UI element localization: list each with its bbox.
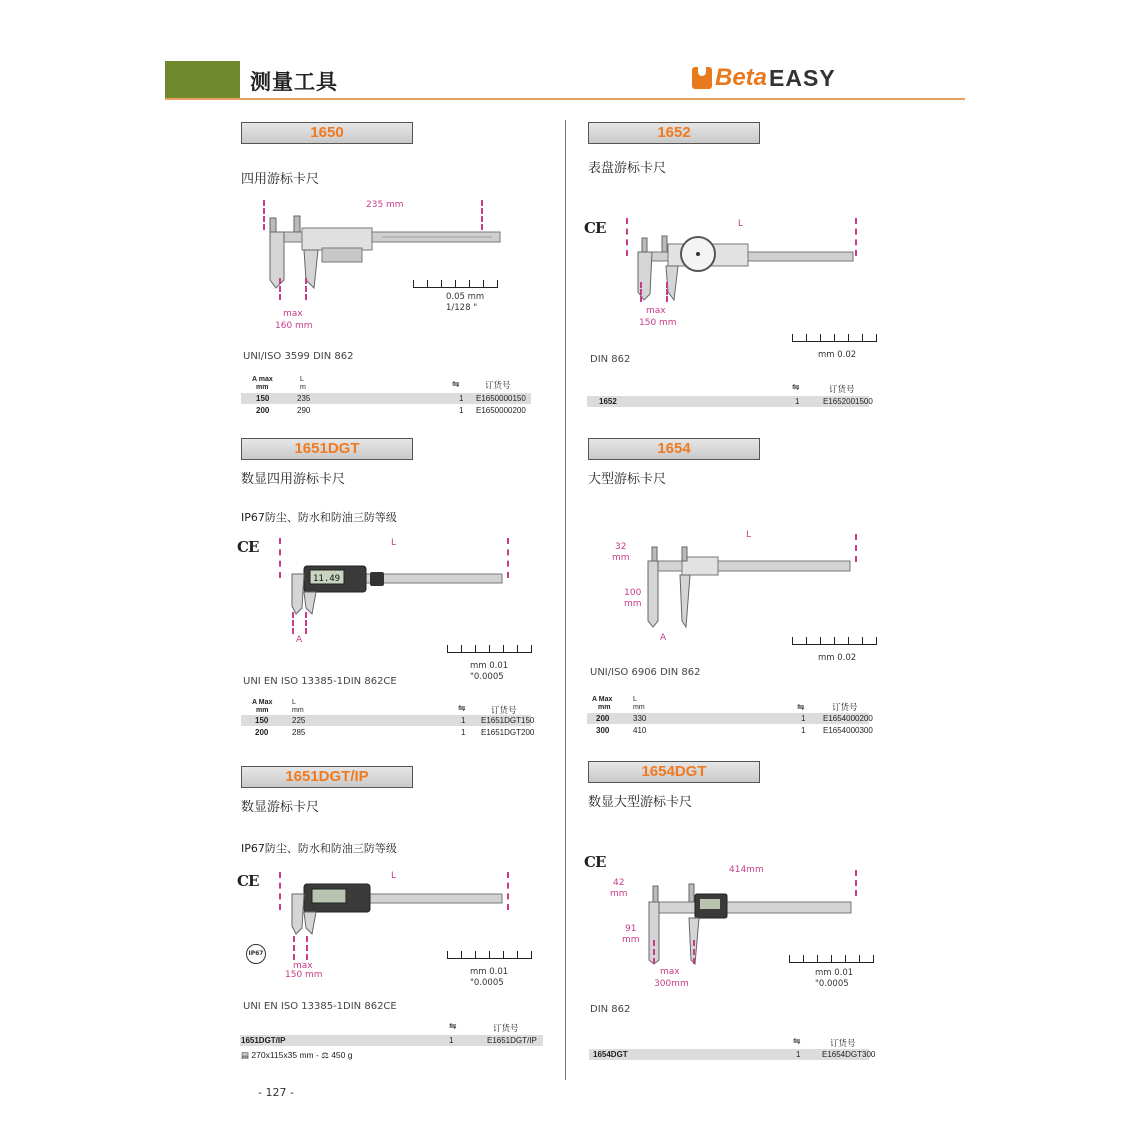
- product-name-1651dgt: 数显四用游标卡尺: [241, 472, 346, 487]
- scale-note-1654: mm 0.02: [818, 653, 857, 663]
- max-label-1650: max: [283, 309, 303, 319]
- scale-note-1654dgt: mm 0.01 "0.0005: [815, 968, 854, 989]
- ce-mark-icon: CE: [584, 853, 606, 871]
- standard-1652: DIN 862: [590, 354, 631, 365]
- max-label-1654dgt: max: [660, 967, 680, 977]
- dim-line: [279, 538, 281, 578]
- pieces-icon: ⇋: [458, 703, 466, 713]
- length-label-1654: L: [746, 530, 752, 540]
- standard-1654dgt: DIN 862: [590, 1004, 631, 1015]
- standard-1654: UNI/ISO 6906 DIN 862: [590, 667, 701, 678]
- max-label-1651dgt-ip: max: [293, 961, 313, 971]
- table-row: 150 235 1 E1650000150: [241, 393, 531, 404]
- ce-mark-icon: CE: [237, 872, 259, 890]
- scale-note-1651dgt-ip: mm 0.01 "0.0005: [470, 967, 509, 988]
- product-code-1652: 1652: [588, 122, 760, 144]
- feature-1651dgt: IP67防尘、防水和防油三防等级: [241, 511, 397, 524]
- pieces-icon: ⇋: [452, 379, 460, 389]
- caliper-1651dgt-image: [282, 560, 507, 620]
- length-label-1652: L: [738, 219, 744, 229]
- product-name-1652: 表盘游标卡尺: [588, 161, 667, 176]
- scale-ruler: [413, 280, 498, 288]
- caliper-1651dgt-ip-image: [282, 880, 507, 940]
- weight-icon: ⚖: [321, 1050, 329, 1060]
- table-row: 200 290 1 E1650000200: [256, 406, 526, 415]
- dim-line: [279, 278, 281, 300]
- product-name-1654dgt: 数显大型游标卡尺: [588, 795, 693, 810]
- length-label-1650: 235 mm: [366, 200, 404, 210]
- scale-ruler: [447, 951, 532, 959]
- product-code-1651dgt: 1651DGT: [241, 438, 413, 460]
- dim-line: [305, 278, 307, 300]
- dim-line: [855, 534, 857, 562]
- product-code-1654dgt: 1654DGT: [588, 761, 760, 783]
- logo-beta-text: Beta: [715, 64, 768, 91]
- dim1-1654dgt: 42 mm: [610, 878, 628, 899]
- page-title: 测量工具: [250, 70, 338, 94]
- dim2-1654: 100 mm: [624, 588, 642, 609]
- svg-text:11.49: 11.49: [313, 574, 341, 584]
- pieces-icon: ⇋: [793, 1036, 801, 1046]
- caliper-1654-image: [644, 545, 854, 630]
- product-code-1651dgt-ip: 1651DGT/IP: [241, 766, 413, 788]
- table-row: 1652 1 E1652001500: [587, 396, 869, 407]
- dim-line: [305, 612, 307, 634]
- table-1650: A max mm L m ⇋ 订货号 150 235 1 E1650000150 200 290 1 E1650000200: [241, 376, 531, 416]
- scale-ruler: [792, 637, 877, 645]
- a-label-1651dgt: A: [296, 635, 303, 645]
- product-name-1654: 大型游标卡尺: [588, 472, 667, 487]
- dim-line: [507, 538, 509, 578]
- table-1652: ⇋ 订货号 1652 1 E1652001500: [587, 382, 869, 410]
- product-code-1654: 1654: [588, 438, 760, 460]
- max-label-1652: max: [646, 306, 666, 316]
- table-1654: A Max mm L mm ⇋ 订货号 200 330 1 E1654000200 300 410 1 E1654000300: [587, 696, 869, 736]
- ce-mark-icon: CE: [237, 538, 259, 556]
- table-1651dgt-ip: ⇋ 订货号 1651DGT/IP 1 E1651DGT/IP ▤ 270x115x35 mm - ⚖ 450 g: [240, 1021, 543, 1071]
- table-row: 200 330 1 E1654000200: [587, 713, 869, 724]
- column-divider: [565, 120, 566, 1080]
- dim-line: [640, 282, 642, 302]
- product-name-1651dgt-ip: 数显游标卡尺: [241, 800, 320, 815]
- dim-line: [306, 936, 308, 960]
- feature-1651dgt-ip: IP67防尘、防水和防油三防等级: [241, 842, 397, 855]
- a-label-1654: A: [660, 633, 667, 643]
- caliper-1654dgt-image: [645, 880, 855, 965]
- dim-line: [855, 870, 857, 896]
- max-value-1654dgt: 300mm: [654, 979, 689, 989]
- max-value-1650: 160 mm: [275, 321, 313, 331]
- pieces-icon: ⇋: [449, 1021, 457, 1031]
- dim-line: [653, 940, 655, 964]
- standard-1650: UNI/ISO 3599 DIN 862: [243, 351, 354, 362]
- table-row: 1651DGT/IP 1 E1651DGT/IP: [240, 1035, 543, 1046]
- scale-ruler: [447, 645, 532, 653]
- caliper-1652-image: [628, 230, 858, 310]
- beta-easy-logo: [692, 64, 836, 92]
- pieces-icon: ⇋: [792, 382, 800, 392]
- dim-line: [292, 612, 294, 634]
- dim-line: [293, 936, 295, 960]
- standard-1651dgt: UNI EN ISO 13385-1DIN 862CE: [243, 676, 397, 687]
- max-value-1652: 150 mm: [639, 318, 677, 328]
- scale-note-1651dgt: mm 0.01 "0.0005: [470, 661, 509, 682]
- logo-easy-text: EASY: [769, 64, 836, 91]
- scale-note-1652: mm 0.02: [818, 350, 857, 360]
- length-label-1651dgt-ip: L: [391, 871, 397, 881]
- dim2-1654dgt: 91 mm: [622, 924, 640, 945]
- table-1651dgt: A Max mm L mm ⇋ 订货号 150 225 1 E1651DGT150 200 285 1 E1651DGT200: [241, 699, 531, 739]
- dim-line: [507, 872, 509, 910]
- table-row: 300 410 1 E1654000300: [596, 726, 873, 735]
- header-color-bar: [165, 61, 240, 99]
- scale-note-1650: 0.05 mm 1/128 ": [446, 292, 485, 313]
- product-code-1650: 1650: [241, 122, 413, 144]
- table-row: 200 285 1 E1651DGT200: [255, 728, 535, 737]
- standard-1651dgt-ip: UNI EN ISO 13385-1DIN 862CE: [243, 1001, 397, 1012]
- ip67-badge-icon: IP67: [246, 944, 266, 964]
- package-info: ▤ 270x115x35 mm - ⚖ 450 g: [241, 1050, 353, 1060]
- length-label-1651dgt: L: [391, 538, 397, 548]
- length-label-1654dgt: 414mm: [729, 865, 764, 875]
- dim-line: [666, 282, 668, 302]
- table-row: 150 225 1 E1651DGT150: [241, 715, 531, 726]
- scale-ruler: [789, 955, 874, 963]
- page-number: - 127 -: [258, 1086, 294, 1099]
- scale-ruler: [792, 334, 877, 342]
- ce-mark-icon: CE: [584, 219, 606, 237]
- max-value-1651dgt-ip: 150 mm: [285, 970, 323, 980]
- header-rule: [165, 98, 965, 100]
- pieces-icon: ⇋: [797, 702, 805, 712]
- beta-logo-icon: [692, 67, 712, 89]
- product-name-1650: 四用游标卡尺: [241, 172, 320, 187]
- box-icon: ▤: [241, 1050, 250, 1060]
- dim1-1654: 32 mm: [612, 542, 630, 563]
- table-row: 1654DGT 1 E1654DGT300: [589, 1049, 869, 1060]
- table-1654dgt: ⇋ 订货号 1654DGT 1 E1654DGT300: [589, 1036, 869, 1064]
- dim-line: [279, 872, 281, 910]
- dim-line: [693, 940, 695, 964]
